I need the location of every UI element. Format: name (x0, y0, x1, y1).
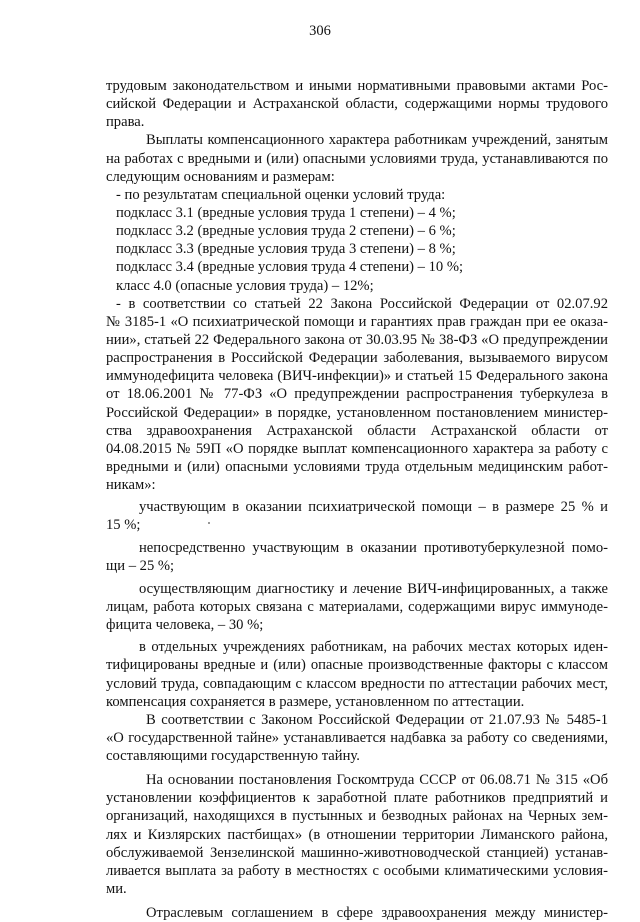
list-item: осуществляющим диагностику и лечение ВИЧ-инфицированных, а также (139, 580, 608, 597)
text-line: фицита человека, – 30 %; (106, 617, 264, 634)
scan-speck (208, 522, 210, 524)
text-line: ливается выплата за работу в местностях с особыми климатическими условия- (106, 862, 608, 879)
list-item: подкласс 3.3 (вредные условия труда 3 степени) – 8 %; (116, 241, 456, 258)
page-number: 306 (309, 23, 331, 39)
text-line: сийской Федерации и Астраханской области, содержащими нормы трудового (106, 96, 608, 113)
list-item: подкласс 3.4 (вредные условия труда 4 степени) – 10 %; (116, 259, 464, 276)
text-line: распространения в Российской Федерации заболевания, вызываемого вирусом (106, 350, 608, 367)
text-line: щи – 25 %; (106, 557, 175, 574)
text-line: № 3185-1 «О психиатрической помощи и гарантиях прав граждан при ее оказа- (106, 313, 608, 330)
text-line: 04.08.2015 № 59П «О порядке выплат компенсационного характера за работу с (106, 440, 608, 457)
text-line: лицам, работа которых связана с материалами, содержащими вирус иммуноде- (106, 598, 608, 615)
text-line: следующим основаниям и размерам: (106, 168, 335, 185)
text-line: организаций, находящихся в пустынных и безводных районах на Черных зем- (106, 808, 608, 825)
text-line: «О государственной тайне» устанавливается надбавка за работу со сведениями, (106, 729, 608, 746)
text-line: установлении коэффициентов к заработной плате работников предприятий и (106, 790, 608, 807)
text-line: вредными и (или) опасными условиями труда отдельным медицинским работ- (106, 458, 608, 475)
text-line: составляющими государственную тайну. (106, 748, 360, 765)
list-item: подкласс 3.1 (вредные условия труда 1 степени) – 4 %; (116, 204, 456, 221)
list-item: участвующим в оказании психиатрической помощи – в размере 25 % и (139, 499, 608, 516)
text-line: 15 %; (106, 517, 141, 534)
text-line: тифицированы вредные и (или) опасные производственные факторы с классом (106, 657, 608, 674)
list-item: в отдельных учреждениях работникам, на рабочих местах которых иден- (139, 639, 608, 656)
text-line: Отраслевым соглашением в сфере здравоохранения между министер- (146, 905, 608, 922)
text-line: от 18.06.2001 № 77-ФЗ «О предупреждении распространения туберкулеза в (106, 386, 608, 403)
list-item: - в соответствии со статьей 22 Закона Российской Федерации от 02.07.92 (116, 295, 608, 312)
text-line: лях и Кизлярских пастбищах» (в отношении территории Лиманского района, (106, 826, 608, 843)
text-line: Российской Федерации» в порядке, установленном постановлением министер- (106, 404, 608, 421)
text-line: компенсация сохраняется в размере, установленном по аттестации. (106, 693, 525, 710)
text-line: никам»: (106, 477, 156, 494)
list-item: класс 4.0 (опасные условия труда) – 12%; (116, 277, 374, 294)
text-line: В соответствии с Законом Российской Федерации от 21.07.93 № 5485-1 (146, 711, 608, 728)
text-line: иммунодефицита человека (ВИЧ-инфекции)» и статьей 15 Федерального закона (106, 368, 608, 385)
text-line: Выплаты компенсационного характера работникам учреждений, занятым (146, 132, 608, 149)
text-line: нии», статьей 22 Федерального закона от 30.03.95 № 38-ФЗ «О предупреждении (106, 331, 608, 348)
text-line: ми. (106, 881, 127, 898)
text-line: условий труда, совпадающим с классом вредности по аттестации рабочих мест, (106, 675, 608, 692)
text-line: ства здравоохранения Астраханской области Астраханской области от (106, 422, 608, 439)
list-item: непосредственно участвующим в оказании противотуберкулезной помо- (139, 539, 608, 556)
text-line: обслуживаемой Зензелинской машинно-животноводческой станцией) устанав- (106, 844, 608, 861)
list-item: подкласс 3.2 (вредные условия труда 2 степени) – 6 %; (116, 223, 456, 240)
text-line: права. (106, 114, 145, 131)
list-item: - по результатам специальной оценки условий труда: (116, 186, 446, 203)
document-body (106, 77, 608, 922)
text-line: На основании постановления Госкомтруда СССР от 06.08.71 № 315 «Об (146, 772, 608, 789)
text-line: трудовым законодательством и иными нормативными правовыми актами Рос- (106, 78, 608, 94)
text-line: на работах с вредными и (или) опасными условиями труда, устанавливаются по (106, 150, 608, 167)
